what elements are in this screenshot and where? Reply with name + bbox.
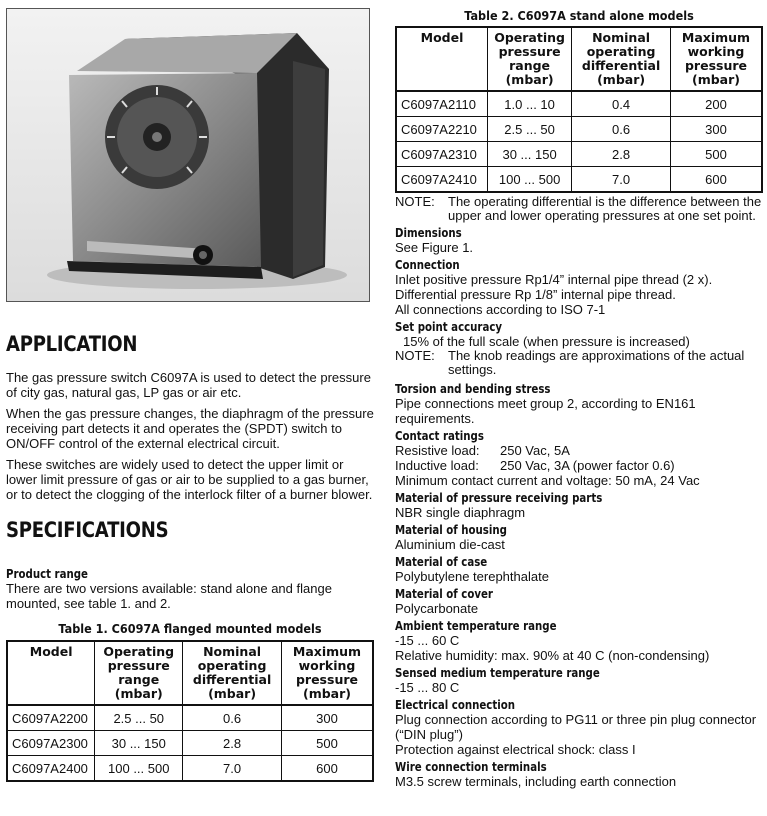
col-header-operating-range: Operating pressure range (mbar) — [488, 27, 572, 91]
cell-differential: 0.6 — [183, 705, 282, 731]
cell-model: C6097A2200 — [7, 705, 95, 731]
note-label: NOTE: — [395, 348, 435, 363]
col-header-model: Model — [7, 641, 95, 705]
cell-range: 2.5 ... 50 — [488, 117, 572, 142]
cell-range: 1.0 ... 10 — [488, 91, 572, 117]
cell-differential: 0.4 — [572, 91, 671, 117]
cell-max-pressure: 600 — [670, 167, 762, 193]
resistive-load — [395, 443, 763, 458]
cell-range: 2.5 ... 50 — [95, 705, 183, 731]
table-header-row — [7, 641, 373, 705]
cell-range: 100 ... 500 — [95, 756, 183, 782]
ambient-heading: Ambient temperature range — [395, 619, 557, 633]
right-column — [395, 8, 763, 789]
connection-line: Inlet positive pressure Rp1/4” internal pipe thread (2 x). — [395, 272, 713, 287]
cell-differential: 7.0 — [183, 756, 282, 782]
cell-max-pressure: 600 — [281, 756, 373, 782]
electrical-heading: Electrical connection — [395, 698, 515, 712]
col-header-model: Model — [396, 27, 488, 91]
cell-range: 30 ... 150 — [95, 731, 183, 756]
inductive-value: 250 Vac, 3A (power factor 0.6) — [500, 458, 675, 473]
table-row — [396, 142, 762, 167]
sensed-heading: Sensed medium temperature range — [395, 666, 600, 680]
table2-title: Table 2. C6097A stand alone models — [464, 8, 694, 23]
table-row — [396, 91, 762, 117]
product-range-text: There are two versions available: stand alone and flange mounted, see table 1. and 2. — [6, 581, 332, 611]
table-row — [7, 705, 373, 731]
pressure-switch-image — [7, 9, 369, 301]
cell-model: C6097A2110 — [396, 91, 488, 117]
cell-max-pressure: 500 — [670, 142, 762, 167]
ambient-text: -15 ... 60 C — [395, 633, 460, 648]
product-range-heading: Product range — [6, 567, 88, 581]
note-text: The knob readings are approximations of the actual settings. — [448, 348, 745, 377]
cell-max-pressure: 200 — [670, 91, 762, 117]
min-contact: Minimum contact current and voltage: 50 mA, 24 Vac — [395, 473, 700, 488]
mat-housing-text: Aluminium die-cast — [395, 537, 505, 552]
cell-model: C6097A2400 — [7, 756, 95, 782]
cell-model: C6097A2300 — [7, 731, 95, 756]
mat-pressure-text: NBR single diaphragm — [395, 505, 526, 520]
setpoint-heading: Set point accuracy — [395, 320, 503, 334]
inductive-label: Inductive load: — [395, 458, 479, 473]
mat-cover-text: Polycarbonate — [395, 601, 479, 616]
table-row — [7, 756, 373, 782]
table-row — [396, 117, 762, 142]
cell-model: C6097A2310 — [396, 142, 488, 167]
cell-range: 100 ... 500 — [488, 167, 572, 193]
col-header-max-pressure: Maximum working pressure (mbar) — [670, 27, 762, 91]
resistive-label: Resistive load: — [395, 443, 480, 458]
cell-model: C6097A2210 — [396, 117, 488, 142]
cell-max-pressure: 300 — [670, 117, 762, 142]
table1 — [6, 640, 374, 782]
inductive-load — [395, 458, 763, 473]
cell-differential: 2.8 — [572, 142, 671, 167]
dimensions-text: See Figure 1. — [395, 240, 474, 255]
cell-max-pressure: 500 — [281, 731, 373, 756]
humidity-text: Relative humidity: max. 90% at 40 C (non-condensing) — [395, 648, 710, 663]
application-paragraph: These switches are widely used to detect the upper limit or lower limit pressure of gas or air to be supplied to a gas burner, or to detect the clogging of the interlock filter of a burner blower. — [6, 457, 373, 502]
contact-heading: Contact ratings — [395, 429, 484, 443]
cell-max-pressure: 300 — [281, 705, 373, 731]
application-paragraph: The gas pressure switch C6097A is used to detect the pressure of city gas, natural gas, LP gas or air etc. — [6, 370, 371, 400]
table1-title: Table 1. C6097A flanged mounted models — [58, 621, 322, 636]
connection-line: Differential pressure Rp 1/8” internal pipe thread. — [395, 287, 676, 302]
dimensions-heading: Dimensions — [395, 226, 462, 240]
connection-heading: Connection — [395, 258, 460, 272]
col-header-operating-range: Operating pressure range (mbar) — [95, 641, 183, 705]
application-paragraph: When the gas pressure changes, the diaphragm of the pressure receiving part detects it and operates the (SPDT) switch to ON/OFF control of the external electrical circuit. — [6, 406, 374, 451]
specifications-heading: SPECIFICATIONS — [6, 518, 169, 542]
product-photo — [6, 8, 370, 302]
cell-range: 30 ... 150 — [488, 142, 572, 167]
cell-model: C6097A2410 — [396, 167, 488, 193]
torsion-heading: Torsion and bending stress — [395, 382, 551, 396]
mat-case-heading: Material of case — [395, 555, 488, 569]
col-header-differential: Nominal operating differential (mbar) — [183, 641, 282, 705]
cell-differential: 2.8 — [183, 731, 282, 756]
setpoint-text: 15% of the full scale (when pressure is increased) — [403, 334, 690, 349]
resistive-value: 250 Vac, 5A — [500, 443, 570, 458]
application-heading: APPLICATION — [6, 332, 138, 356]
mat-cover-heading: Material of cover — [395, 587, 493, 601]
note-text: The operating differential is the difference between the upper and lower operating pressures at one set point. — [448, 194, 762, 223]
wire-text: M3.5 screw terminals, including earth connection — [395, 774, 677, 789]
table-row — [7, 731, 373, 756]
table2 — [395, 26, 763, 193]
table-row — [396, 167, 762, 193]
col-header-differential: Nominal operating differential (mbar) — [572, 27, 671, 91]
cell-differential: 7.0 — [572, 167, 671, 193]
left-column — [6, 8, 374, 782]
cell-differential: 0.6 — [572, 117, 671, 142]
mat-housing-heading: Material of housing — [395, 523, 507, 537]
table-header-row — [396, 27, 762, 91]
sensed-text: -15 ... 80 C — [395, 680, 460, 695]
note-label: NOTE: — [395, 194, 435, 209]
mat-case-text: Polybutylene terephthalate — [395, 569, 549, 584]
note-differential — [395, 195, 763, 223]
torsion-text: Pipe connections meet group 2, according to EN161 requirements. — [395, 396, 696, 426]
note-knob — [395, 349, 763, 377]
mat-pressure-heading: Material of pressure receiving parts — [395, 491, 603, 505]
col-header-max-pressure: Maximum working pressure (mbar) — [281, 641, 373, 705]
application-text — [6, 370, 374, 502]
wire-heading: Wire connection terminals — [395, 760, 547, 774]
connection-line: All connections according to ISO 7-1 — [395, 302, 606, 317]
electrical-line: Plug connection according to PG11 or three pin plug connector (“DIN plug”) — [395, 712, 757, 742]
electrical-line: Protection against electrical shock: class I — [395, 742, 636, 757]
